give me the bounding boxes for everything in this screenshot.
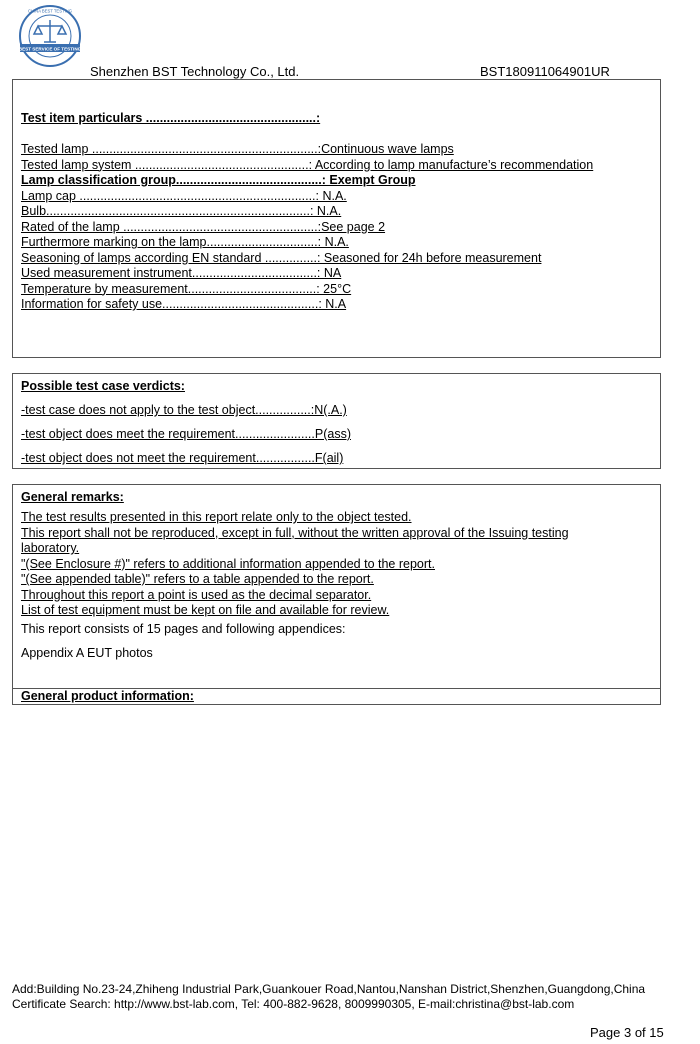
verdict-fail-line: -test object does not meet the requirement.................F(ail) — [21, 451, 344, 465]
test-item-particulars-box — [12, 79, 661, 358]
remark-line: Throughout this report a point is used as the decimal separator. — [21, 587, 372, 602]
particulars-heading: Test item particulars .................................................: — [21, 111, 321, 125]
footer-address: Add:Building No.23-24,Zhiheng Industrial Park,Guankouer Road,Nantou,Nanshan District,Shenzhen,Guangdong,China — [12, 982, 646, 996]
svg-text:CHINA BEST TESTING: CHINA BEST TESTING — [27, 8, 73, 14]
bst-logo — [18, 4, 82, 68]
temperature-line: Temperature by measurement.....................................: 25°C — [21, 281, 352, 296]
remark-line: laboratory. — [21, 541, 80, 555]
verdicts-heading: Possible test case verdicts: — [21, 379, 185, 393]
verdict-pass-line: -test object does meet the requirement.......................P(ass) — [21, 427, 351, 441]
footer-certificate: Certificate Search: http://www.bst-lab.com, Tel: 400-882-9628, 8009990305, E-mail:christina@bst-lab.com — [12, 997, 575, 1011]
tested-lamp-line: Tested lamp .................................................................:Continuous wave lamps — [21, 142, 454, 156]
remark-line: List of test equipment must be kept on file and available for review. — [21, 603, 390, 617]
remarks-heading: General remarks: — [21, 490, 124, 504]
seasoning-line: Seasoning of lamps according EN standard ...............: Seasoned for 24h before measurement — [21, 250, 542, 265]
safety-use-line: Information for safety use.............................................: N.A — [21, 297, 347, 311]
instrument-line: Used measurement instrument....................................: NA — [21, 266, 342, 280]
lamp-classification-line: Lamp classification group..........................................: Exempt Group — [21, 173, 416, 187]
report-number: BST180911064901UR — [480, 64, 610, 79]
company-name: Shenzhen BST Technology Co., Ltd. — [90, 64, 300, 79]
product-info-heading: General product information: — [21, 689, 194, 703]
report-consists-line: This report consists of 15 pages and following appendices: — [21, 622, 346, 636]
tested-lamp-system-line: Tested lamp system ..................................................: According to lamp manufacture’s recommendation — [21, 157, 594, 172]
verdicts-box — [12, 373, 661, 469]
lamp-cap-line: Lamp cap ....................................................................: N.A. — [21, 188, 347, 203]
general-remarks-box — [12, 484, 661, 705]
marking-line: Furthermore marking on the lamp................................: N.A. — [21, 235, 349, 249]
svg-text:BEST SERVICE OF TESTING: BEST SERVICE OF TESTING — [18, 46, 82, 52]
bulb-line: Bulb............................................................................: N.A. — [21, 204, 342, 218]
remark-line: "(See Enclosure #)" refers to additional information appended to the report. — [21, 556, 435, 571]
remark-line: The test results presented in this report relate only to the object tested. — [21, 510, 412, 524]
remark-line: This report shall not be reproduced, except in full, without the written approval of the Issuing testing — [21, 525, 569, 540]
rated-line: Rated of the lamp ........................................................:See page 2 — [21, 219, 386, 234]
verdict-na-line: -test case does not apply to the test object................:N(.A.) — [21, 403, 347, 417]
appendix-line: Appendix A EUT photos — [21, 646, 153, 660]
remark-line: "(See appended table)" refers to a table appended to the report. — [21, 572, 374, 586]
page-number: Page 3 of 15 — [590, 1025, 664, 1040]
